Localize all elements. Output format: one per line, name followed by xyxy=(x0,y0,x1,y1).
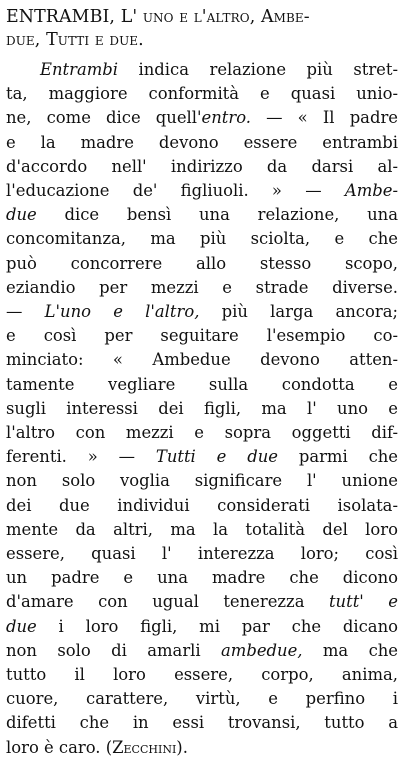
body-line: sugli interessi dei figli, ma l' uno e xyxy=(6,398,398,418)
body-line: dei due individui considerati isolata- xyxy=(6,495,398,515)
body-line: tamente vegliare sulla condotta e xyxy=(6,374,398,394)
heading-term-tutti-e-due: Tutti e due xyxy=(46,30,139,50)
body-line: tutto il loro essere, corpo, anima, xyxy=(6,665,398,685)
entry-body xyxy=(6,58,398,760)
body-line: due dice bensì una relazione, una xyxy=(6,205,398,225)
heading-term-luno-e-laltro: L' uno e l'altro xyxy=(120,7,250,27)
heading-line-1: ENTRAMBI, L' uno e l'altro, Ambe- xyxy=(6,7,310,27)
body-line: ferenti. » — Tutti e due parmi che xyxy=(6,447,398,467)
heading-term-entrambi: ENTRAMBI xyxy=(6,7,110,27)
body-line: e la madre devono essere entrambi xyxy=(6,132,398,152)
body-line: minciato: « Ambedue devono atten- xyxy=(6,350,398,370)
body-line: l'educazione de' figliuoli. » — Ambe- xyxy=(6,181,398,201)
heading-term-ambedue: Ambe- xyxy=(260,7,310,27)
body-line: d'accordo nell' indirizzo da darsi al- xyxy=(6,156,398,176)
entry-heading xyxy=(6,6,398,52)
body-line: e così per seguitare l'esempio co- xyxy=(6,326,398,346)
body-line: — L'uno e l'altro, più larga ancora; xyxy=(6,302,398,322)
body-line: loro è caro. (Zecchini). xyxy=(6,737,188,757)
body-line: non solo voglia significare l' unione xyxy=(6,471,398,491)
body-line: l'altro con mezzi e sopra oggetti dif- xyxy=(6,423,398,443)
body-line: un padre e una madre che dicono xyxy=(6,568,398,588)
author-name: Zecchini xyxy=(112,737,177,757)
body-line: può concorrere allo stesso scopo, xyxy=(6,253,398,273)
body-line: concomitanza, ma più sciolta, e che xyxy=(6,229,398,249)
heading-term-ambedue-cont: due xyxy=(6,30,35,50)
body-line: eziandio per mezzi e strade diverse. xyxy=(6,277,398,297)
body-line: ta, maggiore conformità e quasi unio- xyxy=(6,84,398,104)
body-line: mente da altri, ma la totalità del loro xyxy=(6,519,398,539)
body-line: non solo di amarli ambedue, ma che xyxy=(6,640,399,660)
body-line: essere, quasi l' interezza loro; così xyxy=(6,544,398,564)
heading-line-2: due, Tutti e due. xyxy=(6,30,144,50)
body-line: difetti che in essi trovansi, tutto a xyxy=(6,713,398,733)
body-line: d'amare con ugual tenerezza tutt' e xyxy=(6,592,398,612)
body-line: ne, come dice quell'entro. — « Il padre xyxy=(6,108,398,128)
body-line: cuore, carattere, virtù, e perfino i xyxy=(6,689,398,709)
body-line: due i loro figli, mi par che dicano xyxy=(6,616,398,636)
body-line: Entrambi indica relazione più stret- xyxy=(40,60,398,79)
